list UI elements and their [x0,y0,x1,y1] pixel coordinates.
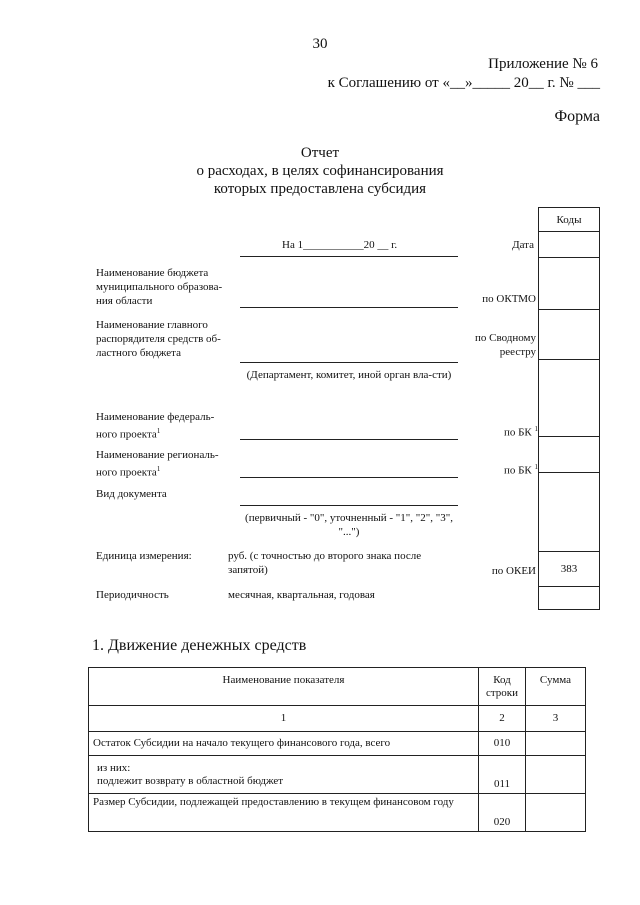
col-header-code: Код строки [479,668,526,706]
table-header-row [89,668,586,706]
unit-label: Единица измерения: [96,550,192,562]
agreement-reference: к Соглашению от «__»_____ 20__ г. № ___ [327,75,600,91]
doc-type-line[interactable] [240,505,458,506]
date-line: На 1___________20 __ г. [282,239,398,251]
cash-flow-table [88,667,586,832]
row-code: 011 [479,756,526,794]
row-name: Размер Субсидии, подлежащей предоставлению в текущем финансовом году [89,794,479,832]
doc-type-note: (первичный - "0", уточненный - "1", "2", "3", "...") [245,512,453,538]
budget-name-line[interactable] [240,307,458,308]
report-subtitle-2: которых предоставлена субсидия [213,181,427,197]
code-okei: 383 [539,552,600,587]
codes-table [538,207,600,610]
report-subtitle-1: о расходах, в целях софинансирования [196,163,444,179]
doc-type-label: Вид документа [96,488,167,500]
period-value: месячная, квартальная, годовая [228,589,375,601]
budget-name-label: Наименование бюджета муниципального образова-ния области [96,267,223,307]
section-title: 1. Движение денежных средств [92,637,307,654]
row-name: из них: подлежит возврату в областной бюджет [89,756,479,794]
code-fed-bk[interactable] [539,360,600,437]
row-sum[interactable] [526,794,586,832]
regional-bk-label: по БК $^1$ [503,463,538,477]
federal-project-line[interactable] [240,439,458,440]
col-header-name: Наименование показателя [89,668,479,706]
row-code: 010 [479,732,526,756]
appendix-label: Приложение № 6 [488,56,598,72]
okei-label: по ОКЕИ [491,565,536,577]
registry-label-1: по Сводному [474,332,536,344]
row-sum[interactable] [526,756,586,794]
row-name: Остаток Субсидии на начало текущего финансового года, всего [89,732,479,756]
code-doc-type[interactable] [539,473,600,552]
code-reg-bk[interactable] [539,437,600,473]
administrator-note: (Департамент, комитет, иной орган вла-сти) [246,369,452,381]
oktmo-label: по ОКТМО [482,293,536,305]
col-number-1: 1 [89,706,479,732]
federal-project-label: Наименование федераль-ного проекта$^1$ [96,411,215,441]
report-title: Отчет [300,145,340,161]
code-period[interactable] [539,587,600,610]
registry-label-2: реестру [499,346,536,358]
code-oktmo[interactable] [539,258,600,310]
col-number-3: 3 [526,706,586,732]
regional-project-line[interactable] [240,477,458,478]
table-row [89,732,586,756]
period-label: Периодичность [96,589,169,601]
table-row [89,794,586,832]
col-header-sum: Сумма [526,668,586,706]
code-date[interactable] [539,232,600,258]
codes-header: Коды [539,208,600,232]
page-number: 30 [312,36,328,52]
row-code: 020 [479,794,526,832]
administrator-label: Наименование главного распорядителя средств об-ластного бюджета [96,319,221,359]
unit-value: руб. (с точностью до второго знака после запятой) [228,550,422,576]
col-number-2: 2 [479,706,526,732]
date-underline [240,256,458,257]
date-label: Дата [512,239,534,251]
row-sum[interactable] [526,732,586,756]
regional-project-label: Наименование региональ-ного проекта$^1$ [96,449,219,479]
form-label: Форма [554,108,600,125]
administrator-line[interactable] [240,362,458,363]
federal-bk-label: по БК $^1$ [503,425,538,439]
table-number-row [89,706,586,732]
table-row [89,756,586,794]
code-registry[interactable] [539,310,600,360]
